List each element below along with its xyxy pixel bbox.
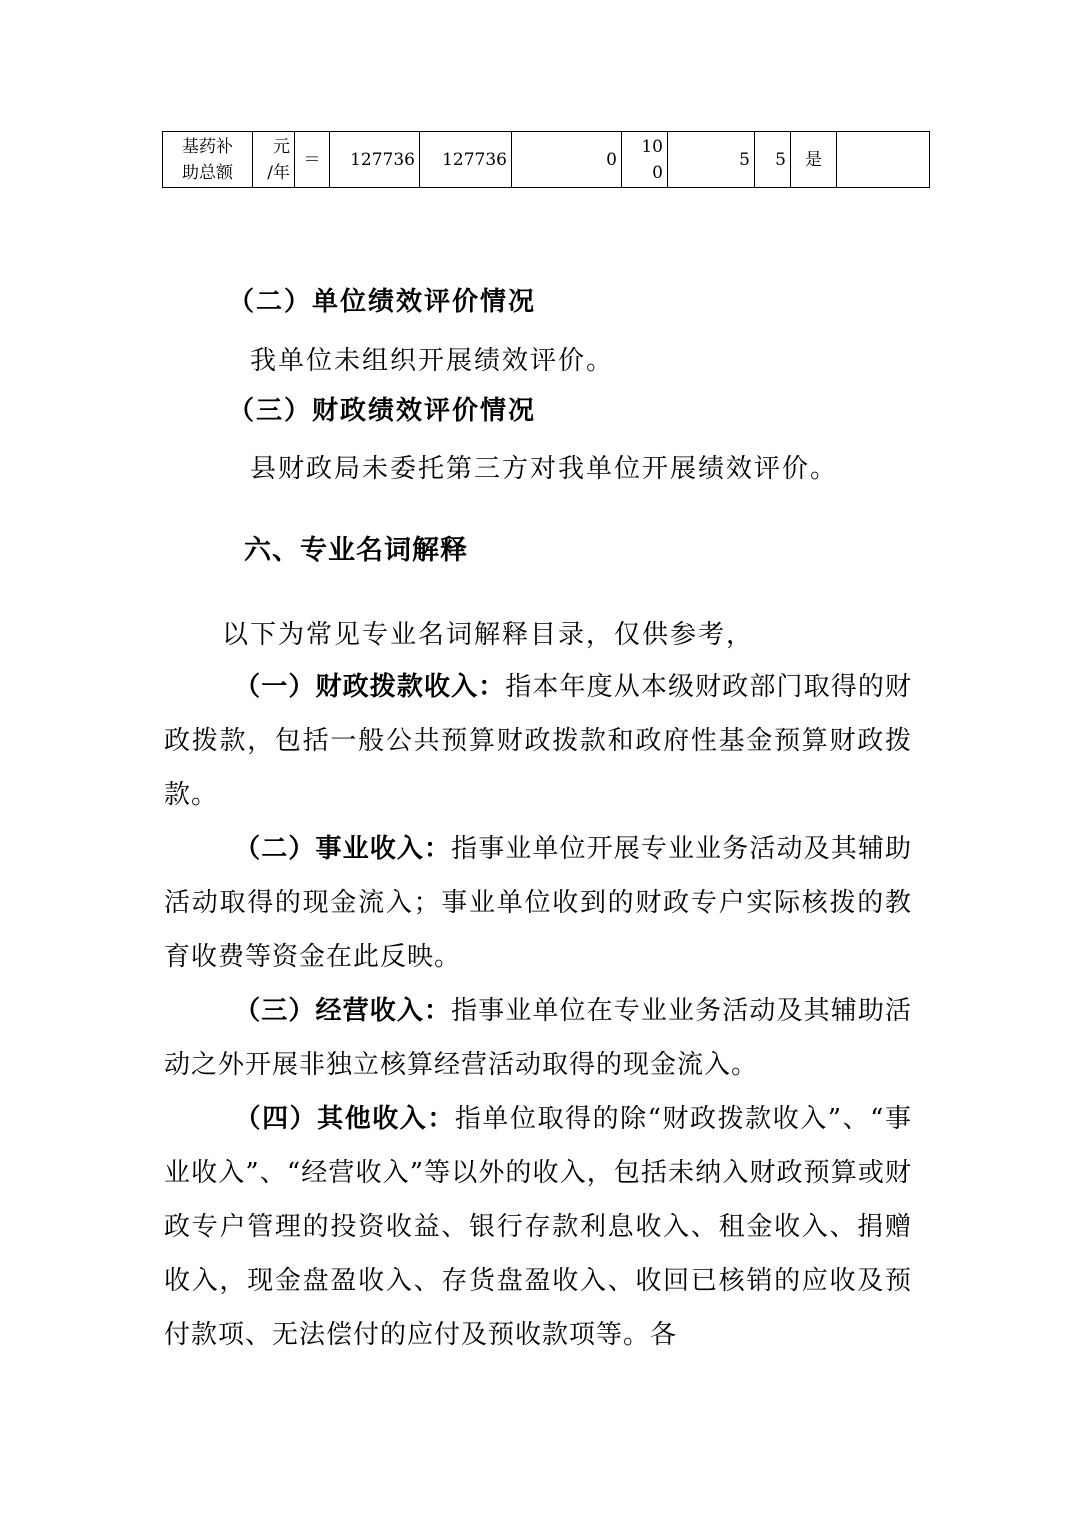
- actual-value-cell: 127736: [420, 132, 512, 188]
- glossary-term: （四）其他收入：: [234, 1104, 455, 1134]
- glossary-item: [164, 984, 912, 1092]
- section-fiscal-eval-title: （三）财政绩效评价情况: [228, 396, 537, 426]
- deviation-cell: 0: [512, 132, 622, 188]
- glossary-definition: 指本年度从本级财政部门取得的财政拨款，包括一般公共预算财政拨款和政府性基金预算财政拨款。: [164, 672, 912, 810]
- performance-indicator-table: [162, 131, 930, 188]
- glossary-definition: 指单位取得的除“财政拨款收入”、“事业收入”、“经营收入”等以外的收入，包括未纳入财政预算或财政专户管理的投资收益、银行存款利息收入、租金收入、捐赠收入，现金盘盈收入、存货盘盈收入、收回已核销的应收及预付款项、无法偿付的应付及预收款项等。各: [164, 1104, 912, 1350]
- achieved-cell: 是: [791, 132, 837, 188]
- glossary-definition: 指事业单位开展专业业务活动及其辅助活动取得的现金流入；事业单位收到的财政专户实际核拨的教育收费等资金在此反映。: [164, 834, 912, 972]
- unit-cell: 元 /年: [253, 132, 295, 188]
- section-fiscal-eval-body: 县财政局未委托第三方对我单位开展绩效评价。: [250, 454, 839, 484]
- glossary-term: （二）事业收入：: [234, 834, 452, 864]
- glossary-item: [164, 1092, 912, 1362]
- glossary-item: [164, 822, 912, 984]
- glossary-item: [164, 660, 912, 822]
- remark-cell: [837, 132, 930, 188]
- completion-rate-cell: 10 0: [622, 132, 668, 188]
- glossary-definition: 指事业单位在专业业务活动及其辅助活动之外开展非独立核算经营活动取得的现金流入。: [164, 996, 912, 1080]
- section-unit-eval-title: （二）单位绩效评价情况: [228, 287, 537, 317]
- glossary-term: （三）经营收入：: [234, 996, 452, 1026]
- table-row: [163, 132, 930, 188]
- indicator-name-cell: 基药补 助总额: [163, 132, 253, 188]
- target-value-cell: 127736: [330, 132, 420, 188]
- glossary-title: 六、专业名词解释: [244, 535, 468, 566]
- glossary-term: （一）财政拨款收入：: [234, 672, 506, 702]
- score-cell: 5: [755, 132, 791, 188]
- glossary-intro: 以下为常见专业名词解释目录，仅供参考，: [222, 620, 755, 650]
- section-unit-eval-body: 我单位未组织开展绩效评价。: [250, 346, 615, 376]
- weight-cell: 5: [668, 132, 755, 188]
- operator-cell: ＝: [295, 132, 330, 188]
